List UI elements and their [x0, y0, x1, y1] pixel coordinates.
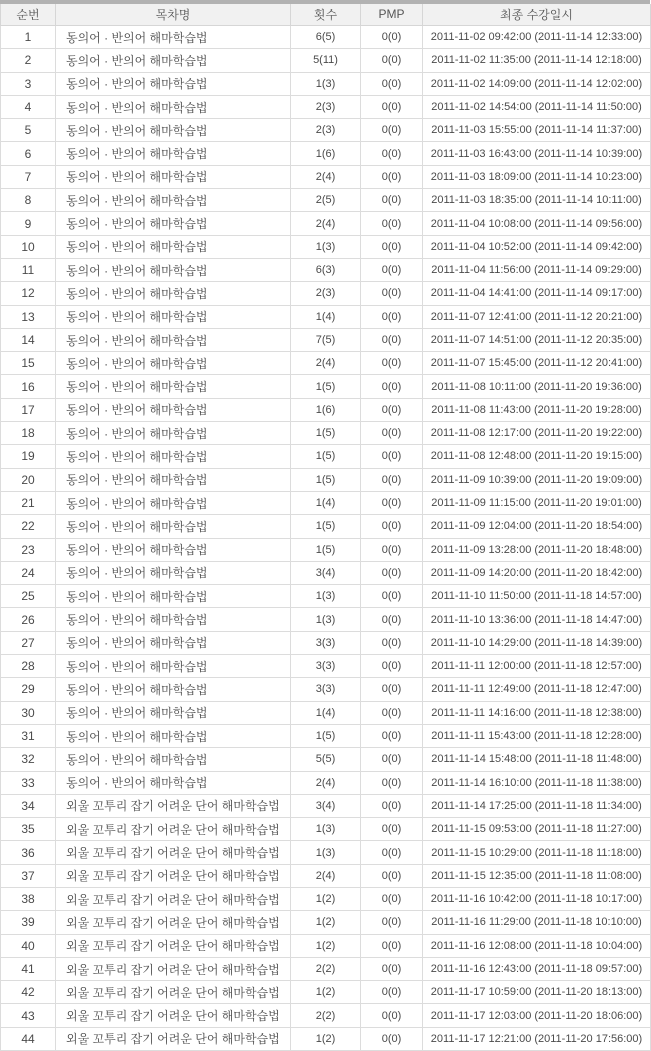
table-row	[1, 771, 651, 794]
cell-pmp-count: 0(0)	[361, 538, 423, 561]
table-row	[1, 701, 651, 724]
cell-lesson-title: 동의어 · 반의어 해마학습법	[56, 631, 291, 654]
cell-last-attendance: 2011-11-10 13:36:00 (2011-11-18 14:47:00)	[423, 608, 651, 631]
cell-view-count: 2(3)	[291, 119, 361, 142]
cell-lesson-title: 동의어 · 반의어 해마학습법	[56, 328, 291, 351]
cell-pmp-count: 0(0)	[361, 212, 423, 235]
cell-row-number: 6	[1, 142, 56, 165]
cell-lesson-title: 동의어 · 반의어 해마학습법	[56, 49, 291, 72]
table-row	[1, 72, 651, 95]
cell-view-count: 3(3)	[291, 631, 361, 654]
cell-lesson-title: 동의어 · 반의어 해마학습법	[56, 235, 291, 258]
cell-pmp-count: 0(0)	[361, 841, 423, 864]
cell-pmp-count: 0(0)	[361, 375, 423, 398]
cell-last-attendance: 2011-11-09 10:39:00 (2011-11-20 19:09:00)	[423, 468, 651, 491]
cell-last-attendance: 2011-11-08 12:48:00 (2011-11-20 19:15:00)	[423, 445, 651, 468]
cell-view-count: 1(5)	[291, 724, 361, 747]
cell-pmp-count: 0(0)	[361, 422, 423, 445]
cell-view-count: 1(5)	[291, 515, 361, 538]
cell-lesson-title: 외울 꼬투리 잡기 어려운 단어 해마학습법	[56, 934, 291, 957]
cell-lesson-title: 동의어 · 반의어 해마학습법	[56, 748, 291, 771]
cell-view-count: 2(4)	[291, 864, 361, 887]
cell-lesson-title: 동의어 · 반의어 해마학습법	[56, 189, 291, 212]
cell-view-count: 2(4)	[291, 352, 361, 375]
cell-view-count: 2(4)	[291, 212, 361, 235]
cell-row-number: 30	[1, 701, 56, 724]
cell-row-number: 26	[1, 608, 56, 631]
cell-row-number: 28	[1, 655, 56, 678]
cell-last-attendance: 2011-11-16 12:43:00 (2011-11-18 09:57:00)	[423, 957, 651, 980]
cell-last-attendance: 2011-11-03 18:35:00 (2011-11-14 10:11:00)	[423, 189, 651, 212]
table-row	[1, 352, 651, 375]
cell-pmp-count: 0(0)	[361, 655, 423, 678]
cell-view-count: 5(11)	[291, 49, 361, 72]
table-row	[1, 468, 651, 491]
cell-last-attendance: 2011-11-09 12:04:00 (2011-11-20 18:54:00)	[423, 515, 651, 538]
column-header-no: 순번	[1, 4, 56, 26]
cell-pmp-count: 0(0)	[361, 748, 423, 771]
cell-pmp-count: 0(0)	[361, 282, 423, 305]
column-header-pmp: PMP	[361, 4, 423, 26]
cell-view-count: 5(5)	[291, 748, 361, 771]
cell-row-number: 9	[1, 212, 56, 235]
cell-row-number: 13	[1, 305, 56, 328]
cell-lesson-title: 외울 꼬투리 잡기 어려운 단어 해마학습법	[56, 841, 291, 864]
cell-last-attendance: 2011-11-04 10:52:00 (2011-11-14 09:42:00)	[423, 235, 651, 258]
cell-row-number: 2	[1, 49, 56, 72]
cell-lesson-title: 동의어 · 반의어 해마학습법	[56, 398, 291, 421]
cell-pmp-count: 0(0)	[361, 95, 423, 118]
cell-last-attendance: 2011-11-11 12:00:00 (2011-11-18 12:57:00)	[423, 655, 651, 678]
cell-last-attendance: 2011-11-14 15:48:00 (2011-11-18 11:48:00)	[423, 748, 651, 771]
cell-pmp-count: 0(0)	[361, 631, 423, 654]
cell-row-number: 44	[1, 1027, 56, 1050]
cell-row-number: 19	[1, 445, 56, 468]
cell-last-attendance: 2011-11-17 10:59:00 (2011-11-20 18:13:00)	[423, 981, 651, 1004]
cell-pmp-count: 0(0)	[361, 398, 423, 421]
cell-pmp-count: 0(0)	[361, 72, 423, 95]
cell-row-number: 10	[1, 235, 56, 258]
cell-view-count: 3(4)	[291, 794, 361, 817]
cell-lesson-title: 동의어 · 반의어 해마학습법	[56, 655, 291, 678]
cell-row-number: 39	[1, 911, 56, 934]
table-row	[1, 864, 651, 887]
cell-lesson-title: 동의어 · 반의어 해마학습법	[56, 72, 291, 95]
attendance-table	[0, 4, 651, 1051]
cell-row-number: 37	[1, 864, 56, 887]
column-header-last-date: 최종 수강일시	[423, 4, 651, 26]
cell-lesson-title: 동의어 · 반의어 해마학습법	[56, 561, 291, 584]
cell-lesson-title: 동의어 · 반의어 해마학습법	[56, 445, 291, 468]
cell-view-count: 2(5)	[291, 189, 361, 212]
cell-view-count: 2(3)	[291, 282, 361, 305]
cell-last-attendance: 2011-11-09 11:15:00 (2011-11-20 19:01:00)	[423, 491, 651, 514]
cell-pmp-count: 0(0)	[361, 887, 423, 910]
cell-view-count: 1(5)	[291, 375, 361, 398]
cell-lesson-title: 외울 꼬투리 잡기 어려운 단어 해마학습법	[56, 957, 291, 980]
cell-row-number: 25	[1, 585, 56, 608]
cell-view-count: 2(3)	[291, 95, 361, 118]
table-row	[1, 887, 651, 910]
cell-lesson-title: 동의어 · 반의어 해마학습법	[56, 119, 291, 142]
cell-pmp-count: 0(0)	[361, 491, 423, 514]
table-row	[1, 189, 651, 212]
cell-pmp-count: 0(0)	[361, 724, 423, 747]
cell-view-count: 7(5)	[291, 328, 361, 351]
cell-pmp-count: 0(0)	[361, 818, 423, 841]
cell-row-number: 32	[1, 748, 56, 771]
cell-lesson-title: 동의어 · 반의어 해마학습법	[56, 468, 291, 491]
cell-lesson-title: 동의어 · 반의어 해마학습법	[56, 678, 291, 701]
cell-view-count: 1(4)	[291, 491, 361, 514]
table-row	[1, 49, 651, 72]
cell-lesson-title: 동의어 · 반의어 해마학습법	[56, 585, 291, 608]
cell-row-number: 43	[1, 1004, 56, 1027]
cell-lesson-title: 외울 꼬투리 잡기 어려운 단어 해마학습법	[56, 1027, 291, 1050]
cell-pmp-count: 0(0)	[361, 119, 423, 142]
cell-row-number: 11	[1, 258, 56, 281]
table-row	[1, 95, 651, 118]
cell-last-attendance: 2011-11-03 16:43:00 (2011-11-14 10:39:00)	[423, 142, 651, 165]
cell-row-number: 38	[1, 887, 56, 910]
table-row	[1, 398, 651, 421]
cell-last-attendance: 2011-11-11 14:16:00 (2011-11-18 12:38:00)	[423, 701, 651, 724]
cell-pmp-count: 0(0)	[361, 468, 423, 491]
cell-row-number: 7	[1, 165, 56, 188]
table-body	[1, 26, 651, 1051]
table-row	[1, 515, 651, 538]
cell-lesson-title: 외울 꼬투리 잡기 어려운 단어 해마학습법	[56, 818, 291, 841]
cell-row-number: 27	[1, 631, 56, 654]
cell-view-count: 1(6)	[291, 142, 361, 165]
table-row	[1, 305, 651, 328]
cell-pmp-count: 0(0)	[361, 235, 423, 258]
cell-pmp-count: 0(0)	[361, 864, 423, 887]
cell-view-count: 1(6)	[291, 398, 361, 421]
cell-row-number: 8	[1, 189, 56, 212]
table-row	[1, 375, 651, 398]
cell-pmp-count: 0(0)	[361, 26, 423, 49]
table-row	[1, 142, 651, 165]
cell-lesson-title: 동의어 · 반의어 해마학습법	[56, 375, 291, 398]
table-row	[1, 748, 651, 771]
cell-row-number: 24	[1, 561, 56, 584]
cell-last-attendance: 2011-11-15 10:29:00 (2011-11-18 11:18:00)	[423, 841, 651, 864]
cell-view-count: 1(4)	[291, 305, 361, 328]
cell-pmp-count: 0(0)	[361, 957, 423, 980]
cell-row-number: 16	[1, 375, 56, 398]
cell-lesson-title: 동의어 · 반의어 해마학습법	[56, 771, 291, 794]
cell-view-count: 1(5)	[291, 422, 361, 445]
cell-last-attendance: 2011-11-10 14:29:00 (2011-11-18 14:39:00)	[423, 631, 651, 654]
cell-lesson-title: 동의어 · 반의어 해마학습법	[56, 538, 291, 561]
table-row	[1, 841, 651, 864]
cell-view-count: 1(3)	[291, 72, 361, 95]
cell-pmp-count: 0(0)	[361, 515, 423, 538]
column-header-title: 목차명	[56, 4, 291, 26]
cell-view-count: 2(2)	[291, 957, 361, 980]
cell-pmp-count: 0(0)	[361, 911, 423, 934]
table-row	[1, 212, 651, 235]
cell-pmp-count: 0(0)	[361, 305, 423, 328]
table-row	[1, 26, 651, 49]
cell-pmp-count: 0(0)	[361, 49, 423, 72]
cell-last-attendance: 2011-11-07 14:51:00 (2011-11-12 20:35:00)	[423, 328, 651, 351]
cell-row-number: 29	[1, 678, 56, 701]
cell-lesson-title: 동의어 · 반의어 해마학습법	[56, 95, 291, 118]
cell-last-attendance: 2011-11-11 15:43:00 (2011-11-18 12:28:00)	[423, 724, 651, 747]
table-row	[1, 818, 651, 841]
table-row	[1, 445, 651, 468]
cell-view-count: 1(2)	[291, 887, 361, 910]
cell-view-count: 1(2)	[291, 911, 361, 934]
cell-last-attendance: 2011-11-15 12:35:00 (2011-11-18 11:08:00)	[423, 864, 651, 887]
cell-pmp-count: 0(0)	[361, 445, 423, 468]
cell-view-count: 2(2)	[291, 1004, 361, 1027]
cell-view-count: 6(5)	[291, 26, 361, 49]
cell-view-count: 3(3)	[291, 655, 361, 678]
column-header-count: 횟수	[291, 4, 361, 26]
table-row	[1, 585, 651, 608]
cell-view-count: 1(3)	[291, 841, 361, 864]
table-row	[1, 561, 651, 584]
cell-last-attendance: 2011-11-04 11:56:00 (2011-11-14 09:29:00)	[423, 258, 651, 281]
cell-row-number: 3	[1, 72, 56, 95]
table-row	[1, 608, 651, 631]
cell-lesson-title: 동의어 · 반의어 해마학습법	[56, 165, 291, 188]
cell-pmp-count: 0(0)	[361, 352, 423, 375]
cell-lesson-title: 동의어 · 반의어 해마학습법	[56, 608, 291, 631]
cell-last-attendance: 2011-11-11 12:49:00 (2011-11-18 12:47:00)	[423, 678, 651, 701]
cell-last-attendance: 2011-11-16 10:42:00 (2011-11-18 10:17:00)	[423, 887, 651, 910]
cell-pmp-count: 0(0)	[361, 934, 423, 957]
cell-lesson-title: 동의어 · 반의어 해마학습법	[56, 352, 291, 375]
cell-row-number: 5	[1, 119, 56, 142]
cell-view-count: 1(2)	[291, 1027, 361, 1050]
cell-last-attendance: 2011-11-15 09:53:00 (2011-11-18 11:27:00)	[423, 818, 651, 841]
table-row	[1, 491, 651, 514]
cell-lesson-title: 외울 꼬투리 잡기 어려운 단어 해마학습법	[56, 1004, 291, 1027]
cell-view-count: 1(3)	[291, 235, 361, 258]
cell-pmp-count: 0(0)	[361, 608, 423, 631]
cell-last-attendance: 2011-11-17 12:03:00 (2011-11-20 18:06:00)	[423, 1004, 651, 1027]
cell-pmp-count: 0(0)	[361, 189, 423, 212]
cell-pmp-count: 0(0)	[361, 794, 423, 817]
cell-pmp-count: 0(0)	[361, 561, 423, 584]
cell-lesson-title: 외울 꼬투리 잡기 어려운 단어 해마학습법	[56, 911, 291, 934]
table-row	[1, 934, 651, 957]
cell-view-count: 3(4)	[291, 561, 361, 584]
cell-last-attendance: 2011-11-02 14:09:00 (2011-11-14 12:02:00)	[423, 72, 651, 95]
cell-lesson-title: 동의어 · 반의어 해마학습법	[56, 305, 291, 328]
table-row	[1, 258, 651, 281]
cell-lesson-title: 동의어 · 반의어 해마학습법	[56, 26, 291, 49]
cell-view-count: 1(2)	[291, 981, 361, 1004]
cell-row-number: 4	[1, 95, 56, 118]
cell-row-number: 1	[1, 26, 56, 49]
cell-view-count: 1(3)	[291, 818, 361, 841]
cell-last-attendance: 2011-11-04 14:41:00 (2011-11-14 09:17:00)	[423, 282, 651, 305]
cell-last-attendance: 2011-11-09 13:28:00 (2011-11-20 18:48:00)	[423, 538, 651, 561]
cell-last-attendance: 2011-11-02 14:54:00 (2011-11-14 11:50:00)	[423, 95, 651, 118]
cell-lesson-title: 동의어 · 반의어 해마학습법	[56, 282, 291, 305]
table-row	[1, 724, 651, 747]
cell-last-attendance: 2011-11-03 18:09:00 (2011-11-14 10:23:00)	[423, 165, 651, 188]
table-row	[1, 165, 651, 188]
table-row	[1, 678, 651, 701]
cell-pmp-count: 0(0)	[361, 1004, 423, 1027]
cell-pmp-count: 0(0)	[361, 678, 423, 701]
cell-pmp-count: 0(0)	[361, 585, 423, 608]
cell-last-attendance: 2011-11-16 12:08:00 (2011-11-18 10:04:00)	[423, 934, 651, 957]
cell-last-attendance: 2011-11-09 14:20:00 (2011-11-20 18:42:00)	[423, 561, 651, 584]
cell-pmp-count: 0(0)	[361, 981, 423, 1004]
cell-view-count: 1(3)	[291, 585, 361, 608]
cell-row-number: 22	[1, 515, 56, 538]
cell-view-count: 6(3)	[291, 258, 361, 281]
cell-last-attendance: 2011-11-17 12:21:00 (2011-11-20 17:56:00)	[423, 1027, 651, 1050]
cell-row-number: 33	[1, 771, 56, 794]
cell-lesson-title: 외울 꼬투리 잡기 어려운 단어 해마학습법	[56, 981, 291, 1004]
cell-row-number: 41	[1, 957, 56, 980]
cell-view-count: 2(4)	[291, 165, 361, 188]
table-row	[1, 119, 651, 142]
cell-last-attendance: 2011-11-07 15:45:00 (2011-11-12 20:41:00)	[423, 352, 651, 375]
table-row	[1, 328, 651, 351]
cell-row-number: 18	[1, 422, 56, 445]
cell-lesson-title: 동의어 · 반의어 해마학습법	[56, 142, 291, 165]
cell-pmp-count: 0(0)	[361, 771, 423, 794]
cell-row-number: 14	[1, 328, 56, 351]
cell-last-attendance: 2011-11-16 11:29:00 (2011-11-18 10:10:00)	[423, 911, 651, 934]
cell-view-count: 1(3)	[291, 608, 361, 631]
cell-last-attendance: 2011-11-04 10:08:00 (2011-11-14 09:56:00)	[423, 212, 651, 235]
cell-last-attendance: 2011-11-14 16:10:00 (2011-11-18 11:38:00)	[423, 771, 651, 794]
cell-row-number: 31	[1, 724, 56, 747]
cell-row-number: 12	[1, 282, 56, 305]
table-row	[1, 235, 651, 258]
cell-pmp-count: 0(0)	[361, 258, 423, 281]
table-row	[1, 957, 651, 980]
cell-row-number: 36	[1, 841, 56, 864]
cell-pmp-count: 0(0)	[361, 701, 423, 724]
cell-last-attendance: 2011-11-10 11:50:00 (2011-11-18 14:57:00)	[423, 585, 651, 608]
table-row	[1, 422, 651, 445]
cell-row-number: 20	[1, 468, 56, 491]
cell-lesson-title: 외울 꼬투리 잡기 어려운 단어 해마학습법	[56, 794, 291, 817]
cell-last-attendance: 2011-11-14 17:25:00 (2011-11-18 11:34:00)	[423, 794, 651, 817]
cell-pmp-count: 0(0)	[361, 1027, 423, 1050]
cell-row-number: 23	[1, 538, 56, 561]
cell-last-attendance: 2011-11-03 15:55:00 (2011-11-14 11:37:00)	[423, 119, 651, 142]
table-row	[1, 794, 651, 817]
cell-view-count: 2(4)	[291, 771, 361, 794]
table-row	[1, 1027, 651, 1050]
cell-view-count: 1(2)	[291, 934, 361, 957]
cell-lesson-title: 동의어 · 반의어 해마학습법	[56, 724, 291, 747]
cell-lesson-title: 동의어 · 반의어 해마학습법	[56, 258, 291, 281]
table-row	[1, 981, 651, 1004]
cell-row-number: 35	[1, 818, 56, 841]
cell-last-attendance: 2011-11-07 12:41:00 (2011-11-12 20:21:00)	[423, 305, 651, 328]
cell-row-number: 17	[1, 398, 56, 421]
cell-last-attendance: 2011-11-02 11:35:00 (2011-11-14 12:18:00)	[423, 49, 651, 72]
cell-lesson-title: 동의어 · 반의어 해마학습법	[56, 212, 291, 235]
cell-last-attendance: 2011-11-08 10:11:00 (2011-11-20 19:36:00)	[423, 375, 651, 398]
cell-lesson-title: 동의어 · 반의어 해마학습법	[56, 515, 291, 538]
cell-pmp-count: 0(0)	[361, 328, 423, 351]
cell-lesson-title: 동의어 · 반의어 해마학습법	[56, 491, 291, 514]
cell-view-count: 1(5)	[291, 445, 361, 468]
cell-last-attendance: 2011-11-08 11:43:00 (2011-11-20 19:28:00)	[423, 398, 651, 421]
table-row	[1, 1004, 651, 1027]
table-row	[1, 538, 651, 561]
table-row	[1, 282, 651, 305]
table-row	[1, 911, 651, 934]
table-header-row	[1, 4, 651, 26]
cell-lesson-title: 동의어 · 반의어 해마학습법	[56, 701, 291, 724]
cell-lesson-title: 외울 꼬투리 잡기 어려운 단어 해마학습법	[56, 864, 291, 887]
cell-pmp-count: 0(0)	[361, 142, 423, 165]
cell-row-number: 42	[1, 981, 56, 1004]
cell-row-number: 34	[1, 794, 56, 817]
cell-view-count: 1(4)	[291, 701, 361, 724]
table-row	[1, 655, 651, 678]
cell-lesson-title: 동의어 · 반의어 해마학습법	[56, 422, 291, 445]
cell-row-number: 15	[1, 352, 56, 375]
cell-lesson-title: 외울 꼬투리 잡기 어려운 단어 해마학습법	[56, 887, 291, 910]
cell-row-number: 21	[1, 491, 56, 514]
cell-view-count: 3(3)	[291, 678, 361, 701]
cell-last-attendance: 2011-11-02 09:42:00 (2011-11-14 12:33:00)	[423, 26, 651, 49]
table-row	[1, 631, 651, 654]
cell-pmp-count: 0(0)	[361, 165, 423, 188]
cell-view-count: 1(5)	[291, 538, 361, 561]
cell-view-count: 1(5)	[291, 468, 361, 491]
cell-last-attendance: 2011-11-08 12:17:00 (2011-11-20 19:22:00)	[423, 422, 651, 445]
cell-row-number: 40	[1, 934, 56, 957]
